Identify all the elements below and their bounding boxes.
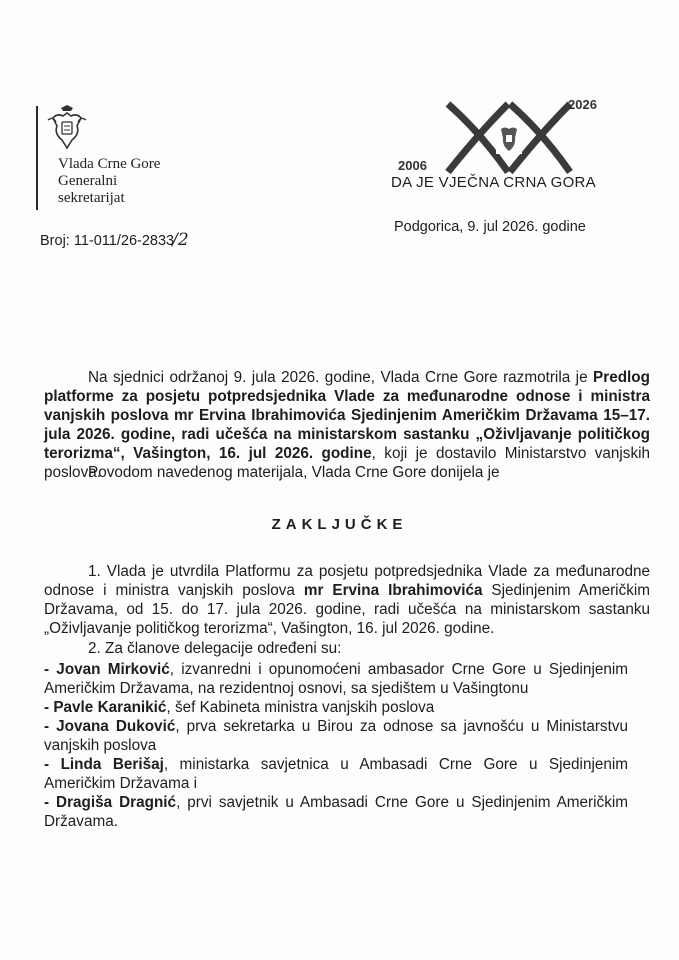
member-role: , izvanredni i opunomoćeni ambasador Crne Gore u Sjedinjenim Američkim Državama, na rezidentnoj osnovi, sa sjedištem u Vašingtonu (44, 661, 628, 697)
member-name: - Jovana Duković (44, 718, 176, 735)
logo-year-bottom: 2006 (398, 158, 427, 173)
conclusion-1-tail: Sjedinjenim Američkim Državama, od 15. do 17. jula 2026. godine, radi učešća na ministarskom sastanku „Oživljavanje političkog terorizma“, Vašington, 16. jul 2026. godine. (44, 582, 651, 637)
delegation-list (44, 660, 628, 831)
handwritten-suffix: /2 (172, 230, 189, 250)
conclusion-1-text: 1. Vlada je utvrdila Platformu za posjetu potpredsjednika Vlade za međunarodne odnose i ministra vanjskih poslova (44, 563, 650, 599)
issuer-line: Vlada Crne Gore (58, 156, 161, 172)
broj-label: Broj: (40, 233, 70, 249)
member-name: - Linda Berišaj (44, 756, 164, 773)
coat-of-arms-icon (44, 104, 90, 150)
conclusion-1 (44, 562, 650, 638)
member-name: - Pavle Karanikić (44, 699, 167, 716)
motto: DA JE VJEČNA CRNA GORA (391, 174, 596, 191)
intro-bold-text: Predlog platforme za posjetu potpredsjednika Vlade za međunarodne odnose i ministra vanjskih poslova mr Ervina Ibrahimovića Sjedinjenim Američkim Državama 15–17. jula 2026. godine, radi učešća na ministarskom sastanku „Oživljavanje političkog terorizma“, Vašington, 16. jul 2026. godine (44, 369, 650, 462)
conclusions-heading: ZAKLJUČKE (271, 516, 408, 533)
list-item (44, 755, 628, 793)
issuer-line: Generalni (58, 173, 118, 189)
member-role: , šef Kabineta ministra vanjskih poslova (166, 699, 435, 716)
reference-number (40, 230, 189, 250)
conclusion-2: 2. Za članove delegacije određeni su: (88, 640, 342, 657)
list-item (44, 717, 628, 755)
place-date: Podgorica, 9. jul 2026. godine (394, 219, 586, 235)
intro-tail: , koji je dostavilo Ministarstvo vanjskih poslova. (44, 445, 650, 481)
intro-text: Na sjednici održanoj 9. jula 2026. godine, Vlada Crne Gore razmotrila je (88, 369, 594, 386)
issuer-line: sekretarijat (58, 190, 125, 206)
member-role: , ministarka savjetnica u Ambasadi Crne Gore u Sjedinjenim Američkim Državama i (44, 756, 628, 792)
broj-number: 11-011/26-2833 (73, 233, 175, 249)
member-role: , prva sekretarka u Birou za odnose sa javnošću u Ministarstvu vanjskih poslova (44, 718, 628, 754)
list-item (44, 660, 628, 698)
member-name: - Jovan Mirković (44, 661, 170, 678)
list-item (44, 698, 628, 717)
logo-year-top: 2026 (568, 98, 597, 112)
issuer-block (58, 156, 160, 207)
header-vertical-rule (36, 106, 38, 210)
member-role: , prvi savjetnik u Ambasadi Crne Gore u Sjedinjenim Američkim Državama. (44, 794, 628, 830)
conclusion-1-bold: mr Ervina Ibrahimovića (303, 582, 483, 599)
povodom-paragraph: Povodom navedenog materijala, Vlada Crne Gore donijela je (88, 464, 500, 481)
list-item (44, 793, 628, 831)
anniversary-logo (392, 98, 612, 178)
member-name: - Dragiša Dragnić (44, 794, 177, 811)
